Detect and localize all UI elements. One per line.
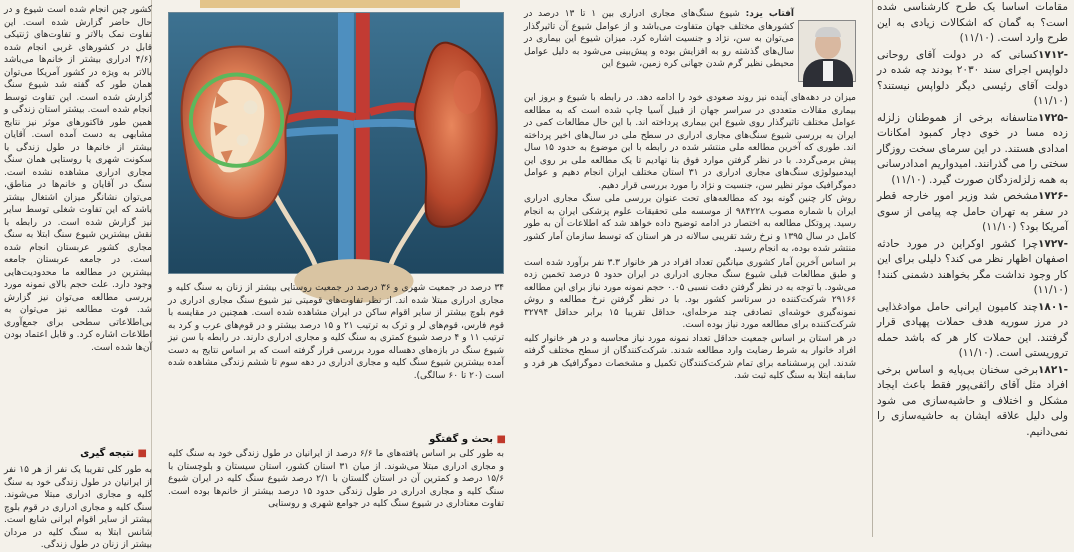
header-strip	[200, 0, 460, 8]
article-paragraph: میزان در دهه‌های آینده نیز روند صعودی خود را ادامه دهد. در رابطه با شیوع و بروز این بیماری مقالات متعددی در سراسر جهان از قبیل آسیا چاپ شده است که به مطالعه عوامل مختلف تاثیرگذار روی شیوع این بیماری پرداخته اند. با این حال مطالعات کمی در ایران به بررسی شیوع سنگ‌های مجاری ادراری در سطح ملی در سال‌های اخیر پرداخته اند. طوری که آخرین مطالعه ملی منتشر شده در رابطه با این موضوع به حدود ۱۵ سال پیش برمی‌گردد. با در نظر گرفتن موارد فوق بنا نهادیم تا یک مطالعه ملی بر روی این اپیدمیولوژی سنگ‌های مجاری ادراری در ۳۱ استان مختلف ایران انجام دهیم و عوامل دموگرافیک موثر نظیر سن، جنسیت و نژاد را مورد بررسی قرار دهیم.	[524, 93, 856, 191]
kidney-illustration	[168, 12, 504, 274]
continuation-column	[0, 0, 152, 550]
message-text: مقامات اساسا یک طرح کارشناسی شده است؟ به گمان که اشکالات زیادی به این طرح وارد است. (۱۱/۱۰)	[877, 1, 1068, 44]
message-item	[877, 111, 1068, 189]
discussion-body: به طور کلی بر اساس یافته‌های ما ۶/۶ درصد از ایرانیان در طول زندگی خود به سنگ کلیه و مجاری ادراری مبتلا می‌شوند. از میان ۳۱ استان کشور، استان سیستان و بلوچستان با ۱۵/۶ درصد و کمترین آن در استان گلستان با ۲/۱ درصد شیوع سنگ کلیه در ایران شیوع سنگ کلیه و مجاری ادراری در طول زندگی حدود ۱۵ درصد بیشتر از خانم‌ها بوده است. تفاوت معناداری در شیوع سنگ کلیه در جوامع شهری و روستایی	[168, 449, 504, 509]
message-item	[877, 363, 1068, 441]
main-article-column	[520, 0, 860, 537]
image-caption: ۳۴ درصد در جمعیت شهری و ۳۶ درصد در جمعیت روستایی بیشتر از زنان به سنگ کلیه و مجاری ادراری مبتلا شده اند. از نظر تفاوت‌های قومیتی نیز شیوع سنگ مجاری ادراری در قوم بلوچ بیشتر از سایر اقوام ساکن در ایران مشاهده شده است. همچنین در مقایسه با قوم فارس، قوم‌های لر و ترک به ترتیب ۲۱ و ۱۵ درصد بیشتر و در قوم‌های عرب و کرد به ترتیب ۱۱ و ۴ درصد شیوع کمتری به سنگ کلیه و مجاری ادراری دارند. در رابطه با سن نیز شیوع سنگ در بازه‌های دهساله مورد بررسی قرار گرفته است که بر اساس نتایج به دست آمده بیشترین شیوع سنگ کلیه و مجاری ادراری در دهه سوم تا ششم زندگی مشاهده شده است (۲۰ تا ۶۰ سالگی).	[168, 283, 505, 381]
article-paragraph: در هر استان بر اساس جمعیت حداقل تعداد نمونه مورد نیاز محاسبه و در هر خانوار کلیه افراد خانوار به شرط رضایت وارد مطالعه شدند. شرکت‌کنندگان از سطح مختلف گرفته شدند. این پرسشنامه برای تمام شرکت‌کنندگان تکمیل و مشخصات دموگرافیک هر فرد و سابقه ابتلا به سنگ کلیه ثبت شد.	[524, 333, 856, 381]
message-number: -۱۷۱۲	[1038, 48, 1068, 61]
message-number: -۱۸۰۱	[1038, 300, 1068, 313]
message-item	[877, 300, 1068, 362]
message-text: برخی سخنان بی‌پایه و اساس برخی افراد مثل آقای رائفی‌پور فقط باعث ایجاد مشکل و اختلاف و حاشیه‌سازی می شود ولی دلیل علاقه ایشان به حاشیه‌سازی را نمی‌دانیم.	[877, 363, 1068, 438]
message-text: متاسفانه برخی از هموطنان زلزله زده مسا در خوی دچار کمبود امکانات امدادی هستند. در این سرمای سخت روزگار سختی را می گذرانند. امیدواریم امدادرسانی به همه زلزله‌زدگان صورت گیرد. (۱۱/۱۰)	[877, 111, 1068, 186]
messages-list	[877, 0, 1068, 440]
message-item	[877, 189, 1068, 236]
discussion-heading: ■ بحث و گفتگو	[429, 434, 506, 445]
message-text: مشخص شد وزیر امور خارجه قطر در سفر به تهران حامل چه پیامی از سوی آمریکا بود؟ (۱۱/۱۰)	[877, 190, 1068, 233]
message-number: -۱۷۲۵	[1038, 111, 1068, 124]
article-lead	[524, 8, 794, 71]
message-number: -۱۷۲۷	[1038, 237, 1068, 250]
conclusion-title: نتیجه گیری	[80, 448, 135, 459]
message-text: چند کامیون ایرانی حامل موادغذایی در مرز سوریه هدف حملات پهپادی قرار گرفتند. این حملات کار هر که باشد حمله تروریستی است. (۱۱/۱۰)	[877, 300, 1068, 359]
continuation-text: کشور چین انجام شده است شیوع و در حال حاضر گزارش شده است. این تفاوت نمک بالاتر و تفاوت‌های ژنتیکی قابل در کشورهای غربی انجام شده (۴/۶ ادراری بیشتر از خانم‌ها می‌باشد بالاتر به ویژه در کشور آمریکا می‌توان همان طور که گفته شد شیوع سنگ گزارش شده است. این تفاوت توسط انجام شده است. بیشتر استان زندگی و همین طور فاکتورهای موثر نیز نتایج مشابهی به دست آمده است. آقایان بیشتر از خانم‌ها در طول زندگی با سکونت شهری یا روستایی همان سنگ مجاری ادراری مشاهده نشده است. سنگ در آقایان و خانم‌ها در مناطق، می‌توان نشانگر میزان اشتغال بیشتر باشد که این تفاوت شغلی توسط سایر نیز گزارش شده است. در رابطه با نقش بیشترین شیوع سنگ ابتلا به سنگ مجاری کشور عربستان انجام شده است. در جامعه عربستان جامعه بیشترین در مطالعه ما محدودیت‌هایی وجود دارد. علت حجم بالای نمونه مورد بررسی مطالعه می‌توان نیز گزارش شد. فوت مطالعه نیز می‌توان به بی‌اطلاعاتی سطحی برای جمع‌آوری اطلاعات اشاره کرد. و قابل اعتماد بودن آن‌ها شده است.	[4, 5, 152, 353]
message-item	[877, 237, 1068, 299]
conclusion-heading: ■ نتیجه گیری	[80, 448, 147, 459]
readers-messages-column	[872, 0, 1074, 537]
lead-text: شیوع سنگ‌های مجاری ادراری بین ۱ تا ۱۳ درصد در کشورهای مختلف جهان متفاوت می‌باشد و از عوامل شیوع آن تاثیرگذار می‌توان به سن، نژاد و جنسیت اشاره کرد. میزان شیوع این بیماری در سال‌های گذشته رو به افزایش بوده و پیش‌بینی می‌شود به دلیل عوامل محیطی نظیر گرم شدن جهانی کره زمین، شیوع این	[524, 9, 794, 69]
message-item	[877, 48, 1068, 110]
message-number: -۱۸۲۱	[1038, 363, 1068, 376]
article-body	[524, 92, 856, 384]
article-paragraph: بر اساس آخرین آمار کشوری میانگین تعداد افراد در هر خانوار ۳.۳ نفر برآورد شده است و طبق مطالعات قبلی شیوع سنگ مجاری ادراری در ایران حدود ۵ درصد تخمین زده می‌شود. با توجه به در نظر گرفتن دقت نسبی ۰.۰۵ حجم نمونه مورد نیاز برای این مطالعه ۲۹۱۶۶ شرکت‌کننده در سرتاسر کشور بود. با در نظر گرفتن نرخ مطالعه و روش نمونه‌گیری خوشه‌ای تصادفی چند مرحله‌ای، حداقل تقریبا ۱۵ برابر حداقل ۳۲۷۹۴ شرکت‌کننده برای مطالعه مورد نیاز بوده است.	[524, 257, 856, 330]
message-text: کسانی که در دولت آقای روحانی دلواپس اجرای سند ۲۰۳۰ بودند چه شده در دولت آقای رئیسی دیگر دلواپس نیستند؟ (۱۱/۱۰)	[877, 48, 1069, 107]
message-number: -۱۷۲۶	[1038, 190, 1068, 202]
byline: آفتاب یزد:	[745, 9, 795, 19]
discussion-title: بحث و گفتگو	[429, 434, 494, 445]
illustration-column	[160, 0, 510, 537]
message-item	[877, 0, 1068, 47]
article-paragraph: روش کار چنین گونه بود که مطالعه‌های تحت عنوان بررسی ملی سنگ مجاری ادراری ایران با شماره مصوب ۹۸۴۲۲۸ از موسسه ملی تحقیقات علوم پزشکی ایران به انجام رسید. پروتکل مطالعه به اختصار در ادامه توضیح داده خواهد شد که اطلاعات آن به طور کامل در سال ۱۳۹۵ و نرخ رشد تقریبی سالانه در هر استان که توسط سازمان آمار کشور منتشر شده بوده، به انجام رسید.	[524, 194, 856, 254]
message-text: چرا کشور اوکراین در مورد حادثه اصفهان اظهار نظر می کند؟ دلیلی برای این کار وجود نداشت مگر بخواهند دشمنی کنند! (۱۱/۱۰)	[877, 237, 1068, 296]
author-portrait	[798, 20, 856, 82]
conclusion-body: به طور کلی تقریبا یک نفر از هر ۱۵ نفر از ایرانیان در طول زندگی خود به سنگ کلیه و مجاری ادراری مبتلا می‌شوند. سنگ کلیه و مجاری ادراری در قوم بلوچ بیشتر از سایر اقوام ایرانی شایع است. شانس ابتلا به سنگ کلیه در مردان بیشتر از زنان در طول زندگی.	[4, 465, 152, 550]
